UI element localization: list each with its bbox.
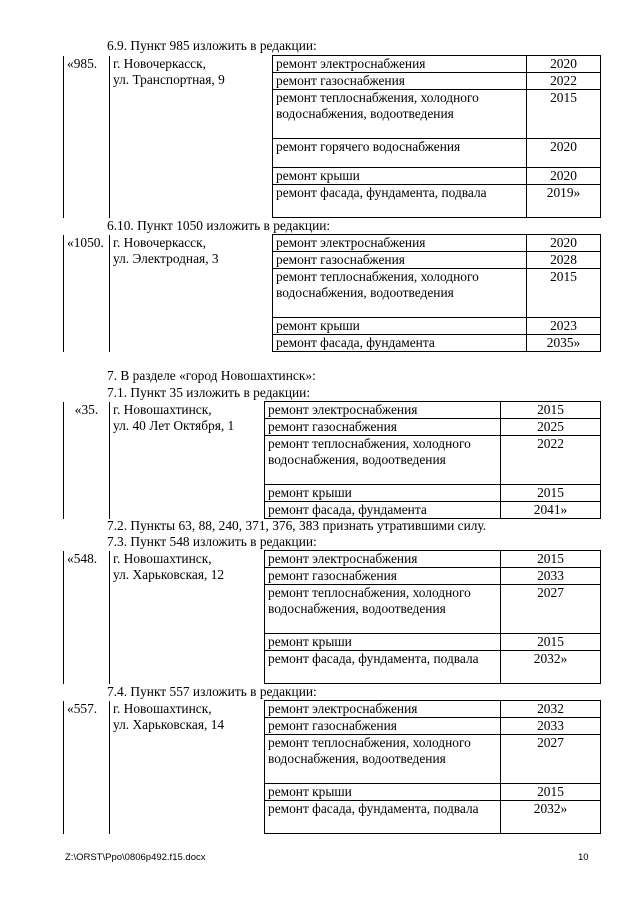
work-cell: ремонт теплоснабжения, холодного водоснабжения, водоотведения	[273, 90, 527, 139]
work-cell: ремонт теплоснабжения, холодного водоснабжения, водоотведения	[273, 269, 527, 318]
year-cell: 2023	[527, 318, 601, 335]
year-cell: 2032»	[501, 651, 601, 684]
work-cell: ремонт электроснабжения	[273, 235, 527, 252]
year-cell: 2015	[527, 90, 601, 139]
work-cell: ремонт теплоснабжения, холодного водоснабжения, водоотведения	[265, 585, 501, 634]
heading-7-4: 7.4. Пункт 557 изложить в редакции:	[107, 684, 317, 699]
year-cell: 2015	[501, 551, 601, 568]
item-number: «985.	[64, 56, 110, 218]
work-cell: ремонт крыши	[265, 634, 501, 651]
work-cell: ремонт фасада, фундамента, подвала	[265, 801, 501, 834]
work-cell: ремонт электроснабжения	[265, 402, 501, 419]
table-row	[64, 402, 601, 419]
heading-7-2: 7.2. Пункты 63, 88, 240, 371, 376, 383 признать утратившими силу.	[107, 518, 487, 533]
footer-file-path: Z:\ORST\Ppo\0806p492.f15.docx	[65, 852, 206, 863]
year-cell: 2027	[501, 585, 601, 634]
year-cell: 2015	[501, 402, 601, 419]
table-item-557	[63, 700, 601, 834]
year-cell: 2015	[501, 634, 601, 651]
work-cell: ремонт газоснабжения	[265, 568, 501, 585]
work-cell: ремонт газоснабжения	[265, 718, 501, 735]
address-street: ул. Харьковская, 12	[113, 566, 225, 582]
heading-7: 7. В разделе «город Новошахтинск»:	[107, 368, 316, 383]
item-address	[110, 402, 265, 519]
work-cell: ремонт электроснабжения	[273, 56, 527, 73]
work-cell: ремонт электроснабжения	[265, 551, 501, 568]
page-number: 10	[578, 852, 589, 863]
address-city: г. Новочеркасск,	[113, 234, 206, 250]
table-item-548	[63, 550, 601, 684]
item-address	[110, 235, 273, 352]
work-cell: ремонт фасада, фундамента	[273, 335, 527, 352]
year-cell: 2022	[527, 73, 601, 90]
item-number: «35.	[64, 402, 110, 519]
work-cell: ремонт фасада, фундамента, подвала	[265, 651, 501, 684]
item-address	[110, 701, 265, 834]
year-cell: 2041»	[501, 502, 601, 519]
work-cell: ремонт газоснабжения	[273, 252, 527, 269]
heading-6-10: 6.10. Пункт 1050 изложить в редакции:	[107, 218, 331, 233]
address-street: ул. Транспортная, 9	[113, 71, 225, 87]
year-cell: 2022	[501, 436, 601, 485]
year-cell: 2015	[501, 485, 601, 502]
address-street: ул. Электродная, 3	[113, 250, 219, 266]
item-address	[110, 551, 265, 684]
year-cell: 2032»	[501, 801, 601, 834]
work-cell: ремонт крыши	[265, 485, 501, 502]
address-city: г. Новошахтинск,	[113, 550, 212, 566]
work-cell: ремонт горячего водоснабжения	[273, 139, 527, 168]
year-cell: 2027	[501, 735, 601, 784]
work-cell: ремонт газоснабжения	[273, 73, 527, 90]
work-cell: ремонт газоснабжения	[265, 419, 501, 436]
address-street: ул. 40 Лет Октября, 1	[113, 417, 235, 433]
work-cell: ремонт крыши	[273, 318, 527, 335]
year-cell: 2020	[527, 168, 601, 185]
year-cell: 2032	[501, 701, 601, 718]
year-cell: 2025	[501, 419, 601, 436]
table-row	[64, 56, 601, 73]
year-cell: 2035»	[527, 335, 601, 352]
year-cell: 2020	[527, 139, 601, 168]
work-cell: ремонт фасада, фундамента, подвала	[273, 185, 527, 218]
item-number: «557.	[64, 701, 110, 834]
address-street: ул. Харьковская, 14	[113, 716, 225, 732]
address-city: г. Новочеркасск,	[113, 55, 206, 71]
table-row	[64, 701, 601, 718]
year-cell: 2015	[527, 269, 601, 318]
heading-7-3: 7.3. Пункт 548 изложить в редакции:	[107, 534, 317, 549]
table-item-35	[63, 401, 601, 519]
year-cell: 2033	[501, 718, 601, 735]
year-cell: 2028	[527, 252, 601, 269]
heading-6-9: 6.9. Пункт 985 изложить в редакции:	[107, 38, 317, 53]
item-address	[110, 56, 273, 218]
work-cell: ремонт теплоснабжения, холодного водоснабжения, водоотведения	[265, 735, 501, 784]
work-cell: ремонт теплоснабжения, холодного водоснабжения, водоотведения	[265, 436, 501, 485]
work-cell: ремонт крыши	[273, 168, 527, 185]
item-number: «548.	[64, 551, 110, 684]
year-cell: 2020	[527, 56, 601, 73]
work-cell: ремонт крыши	[265, 784, 501, 801]
table-row	[64, 551, 601, 568]
year-cell: 2015	[501, 784, 601, 801]
heading-7-1: 7.1. Пункт 35 изложить в редакции:	[107, 385, 311, 400]
work-cell: ремонт фасада, фундамента	[265, 502, 501, 519]
year-cell: 2019»	[527, 185, 601, 218]
year-cell: 2033	[501, 568, 601, 585]
year-cell: 2020	[527, 235, 601, 252]
table-item-1050	[63, 234, 601, 352]
table-item-985	[63, 55, 601, 218]
address-city: г. Новошахтинск,	[113, 700, 212, 716]
table-row	[64, 235, 601, 252]
work-cell: ремонт электроснабжения	[265, 701, 501, 718]
address-city: г. Новошахтинск,	[113, 401, 212, 417]
item-number: «1050.	[64, 235, 110, 352]
